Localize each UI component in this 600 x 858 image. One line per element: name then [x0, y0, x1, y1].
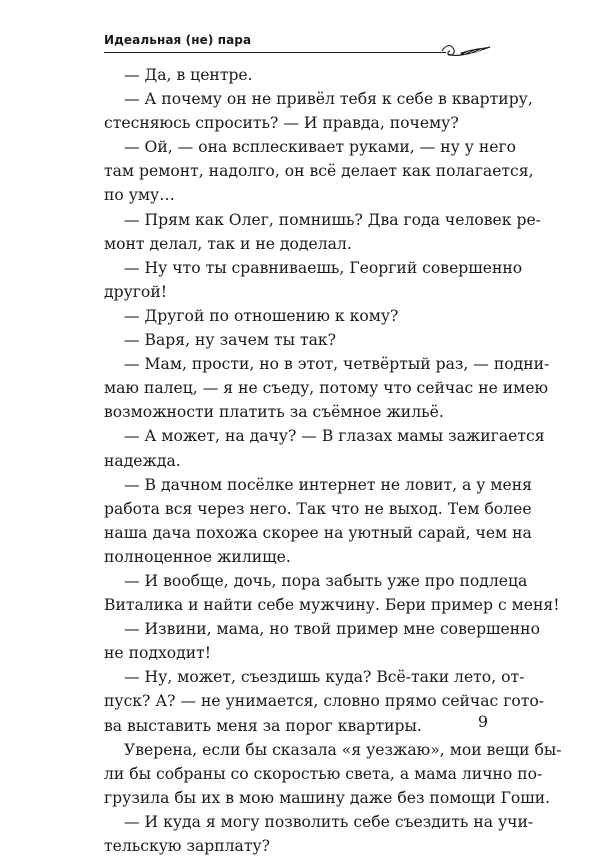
text-line: — Ну что ты сравниваешь, Георгий совершенно — [124, 258, 523, 277]
text-line: маю палец, — я не съеду, потому что сейчас не имею — [104, 379, 549, 398]
text-line: Уверена, если бы сказала «я уезжаю», мои вещи бы- — [124, 740, 562, 759]
text-line: ва выставить меня за порог квартиры. — [104, 716, 422, 735]
text-line: — И вообще, дочь, пора забыть уже про подлеца — [124, 571, 528, 590]
text-line: — А почему он не привёл тебя к себе в квартиру, — [124, 90, 533, 109]
text-line: — Ой, — она всплескивает руками, — ну у него — [124, 138, 517, 157]
text-line: — В дачном посёлке интернет не ловит, а у меня — [124, 475, 533, 494]
text-line: — Другой по отношению к кому? — [124, 306, 399, 325]
text-line: другой! — [104, 282, 167, 301]
text-line: там ремонт, надолго, он всё делает как полагается, — [104, 162, 534, 181]
text-line: — И куда я могу позволить себе съездить на учи- — [124, 812, 534, 831]
header-rule — [104, 52, 446, 53]
text-line: надежда. — [104, 451, 181, 470]
running-header — [104, 30, 488, 54]
body-text — [104, 63, 562, 858]
text-line: тельскую зарплату? — [104, 837, 270, 855]
text-line: — Варя, ну зачем ты так? — [124, 331, 337, 350]
page-number: 9 — [477, 712, 488, 731]
text-line: стесняюсь спросить? — И правда, почему? — [104, 114, 459, 133]
text-line: ли бы собраны со скоростью света, а мама лично по- — [104, 764, 543, 783]
text-line: — Да, в центре. — [124, 66, 253, 84]
text-line: — А может, на дачу? — В глазах мамы зажигается — [124, 427, 545, 446]
text-line: работа вся через него. Так что не выход. Тем более — [104, 499, 532, 518]
text-line: не подходит! — [104, 644, 212, 663]
text-line: — Извини, мама, но твой пример мне совершенно — [124, 620, 540, 639]
quill-pen-icon — [440, 41, 492, 61]
text-line: грузила бы их в мою машину даже без помощи Гоши. — [104, 788, 551, 807]
text-line: монт делал, так и не доделал. — [104, 234, 352, 253]
text-line: пуск? А? — не унимается, словно прямо сейчас гото- — [104, 692, 545, 711]
text-line: полноценное жилище. — [104, 547, 291, 566]
text-line: — Ну, может, съездишь куда? Всё-таки лето, от- — [124, 668, 525, 687]
text-line: возможности платить за съёмное жильё. — [104, 403, 444, 422]
text-line: — Прям как Олег, помнишь? Два года человек ре- — [124, 210, 541, 229]
text-line: наша дача похожа скорее на уютный сарай, чем на — [104, 523, 532, 542]
running-header-title: Идеальная (не) пара — [104, 33, 252, 47]
text-line: Виталика и найти себе мужчину. Бери пример с меня! — [104, 596, 560, 615]
text-line: — Мам, прости, но в этот, четвёртый раз, — подни- — [124, 355, 550, 374]
text-line: по уму… — [104, 186, 175, 205]
